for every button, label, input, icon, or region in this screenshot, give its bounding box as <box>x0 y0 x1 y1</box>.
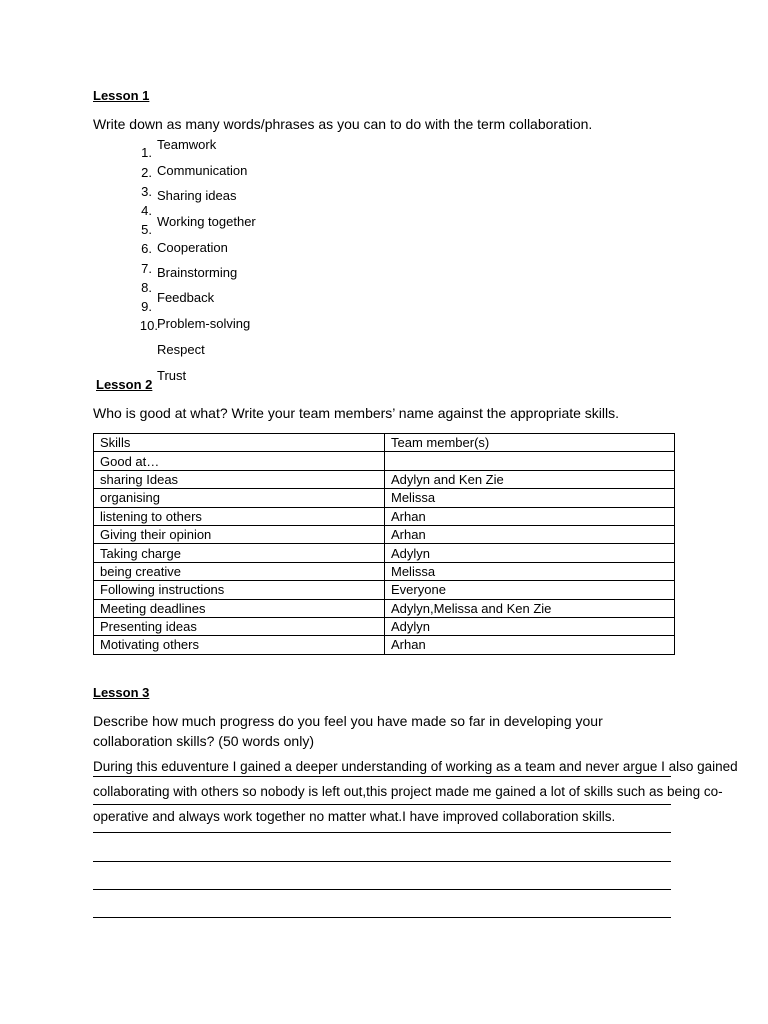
table-row <box>94 544 675 562</box>
answer-rule <box>93 861 671 862</box>
table-header-row <box>94 434 675 452</box>
list-item: Trust <box>157 368 187 383</box>
lesson-3-prompt-line-1: Describe how much progress do you feel you have made so far in developing your <box>93 713 603 729</box>
list-item: Cooperation <box>157 240 228 255</box>
lesson-3-prompt-line-2: collaboration skills? (50 words only) <box>93 733 314 749</box>
member-cell: Adylyn <box>385 617 675 635</box>
answer-rule <box>93 889 671 890</box>
list-item: Sharing ideas <box>157 188 237 203</box>
table-row <box>94 452 675 470</box>
skill-cell: organising <box>94 489 385 507</box>
lesson-2-heading: Lesson 2 <box>96 377 153 392</box>
table-row <box>94 489 675 507</box>
skill-cell: sharing Ideas <box>94 470 385 488</box>
list-item: Respect <box>157 342 205 357</box>
member-cell: Melissa <box>385 562 675 580</box>
list-number: 3. <box>141 184 152 199</box>
member-cell: Melissa <box>385 489 675 507</box>
list-item: Brainstorming <box>157 265 238 280</box>
skill-cell: Following instructions <box>94 581 385 599</box>
member-cell: Arhan <box>385 507 675 525</box>
skill-cell: Taking charge <box>94 544 385 562</box>
skill-cell: being creative <box>94 562 385 580</box>
skill-cell: Good at… <box>94 452 385 470</box>
skills-table <box>93 433 675 655</box>
table-header-skills: Skills <box>94 434 385 452</box>
lesson-1-prompt: Write down as many words/phrases as you can to do with the term collaboration. <box>93 116 593 132</box>
member-cell: Everyone <box>385 581 675 599</box>
skill-cell: Motivating others <box>94 636 385 654</box>
answer-rule <box>93 832 671 833</box>
answer-rule <box>93 776 671 777</box>
list-number: 2. <box>141 165 152 180</box>
list-item: Communication <box>157 163 248 178</box>
list-item: Working together <box>157 214 256 229</box>
list-number: 9. <box>141 299 152 314</box>
list-number: 5. <box>141 222 152 237</box>
table-row <box>94 507 675 525</box>
member-cell: Adylyn <box>385 544 675 562</box>
list-item: Problem-solving <box>157 316 251 331</box>
skill-cell: Presenting ideas <box>94 617 385 635</box>
member-cell: Arhan <box>385 525 675 543</box>
table-row <box>94 599 675 617</box>
list-number: 6. <box>141 241 152 256</box>
table-row <box>94 525 675 543</box>
skill-cell: Giving their opinion <box>94 525 385 543</box>
list-number: 10. <box>139 318 158 333</box>
table-header-team-members: Team member(s) <box>385 434 675 452</box>
skill-cell: listening to others <box>94 507 385 525</box>
answer-rule <box>93 917 671 918</box>
member-cell <box>385 452 675 470</box>
table-row <box>94 581 675 599</box>
list-number: 8. <box>141 280 152 295</box>
answer-text-line: During this eduventure I gained a deeper understanding of working as a team and never argue I also gained <box>93 759 738 774</box>
list-number: 1. <box>141 145 152 160</box>
list-number: 4. <box>141 203 152 218</box>
answer-rule <box>93 804 671 805</box>
skill-cell: Meeting deadlines <box>94 599 385 617</box>
table-row <box>94 562 675 580</box>
member-cell: Arhan <box>385 636 675 654</box>
lesson-1-heading: Lesson 1 <box>93 88 150 103</box>
member-cell: Adylyn and Ken Zie <box>385 470 675 488</box>
table-row <box>94 636 675 654</box>
lesson-3-heading: Lesson 3 <box>93 685 150 700</box>
table-row <box>94 617 675 635</box>
list-item: Teamwork <box>157 137 217 152</box>
lesson-2-prompt: Who is good at what? Write your team members’ name against the appropriate skills. <box>93 405 620 421</box>
member-cell: Adylyn,Melissa and Ken Zie <box>385 599 675 617</box>
table-row <box>94 470 675 488</box>
answer-text-line: operative and always work together no matter what.I have improved collaboration skills. <box>93 809 616 824</box>
list-item: Feedback <box>157 290 215 305</box>
list-number: 7. <box>141 261 152 276</box>
answer-text-line: collaborating with others so nobody is left out,this project made me gained a lot of skills such as being co- <box>93 784 723 799</box>
